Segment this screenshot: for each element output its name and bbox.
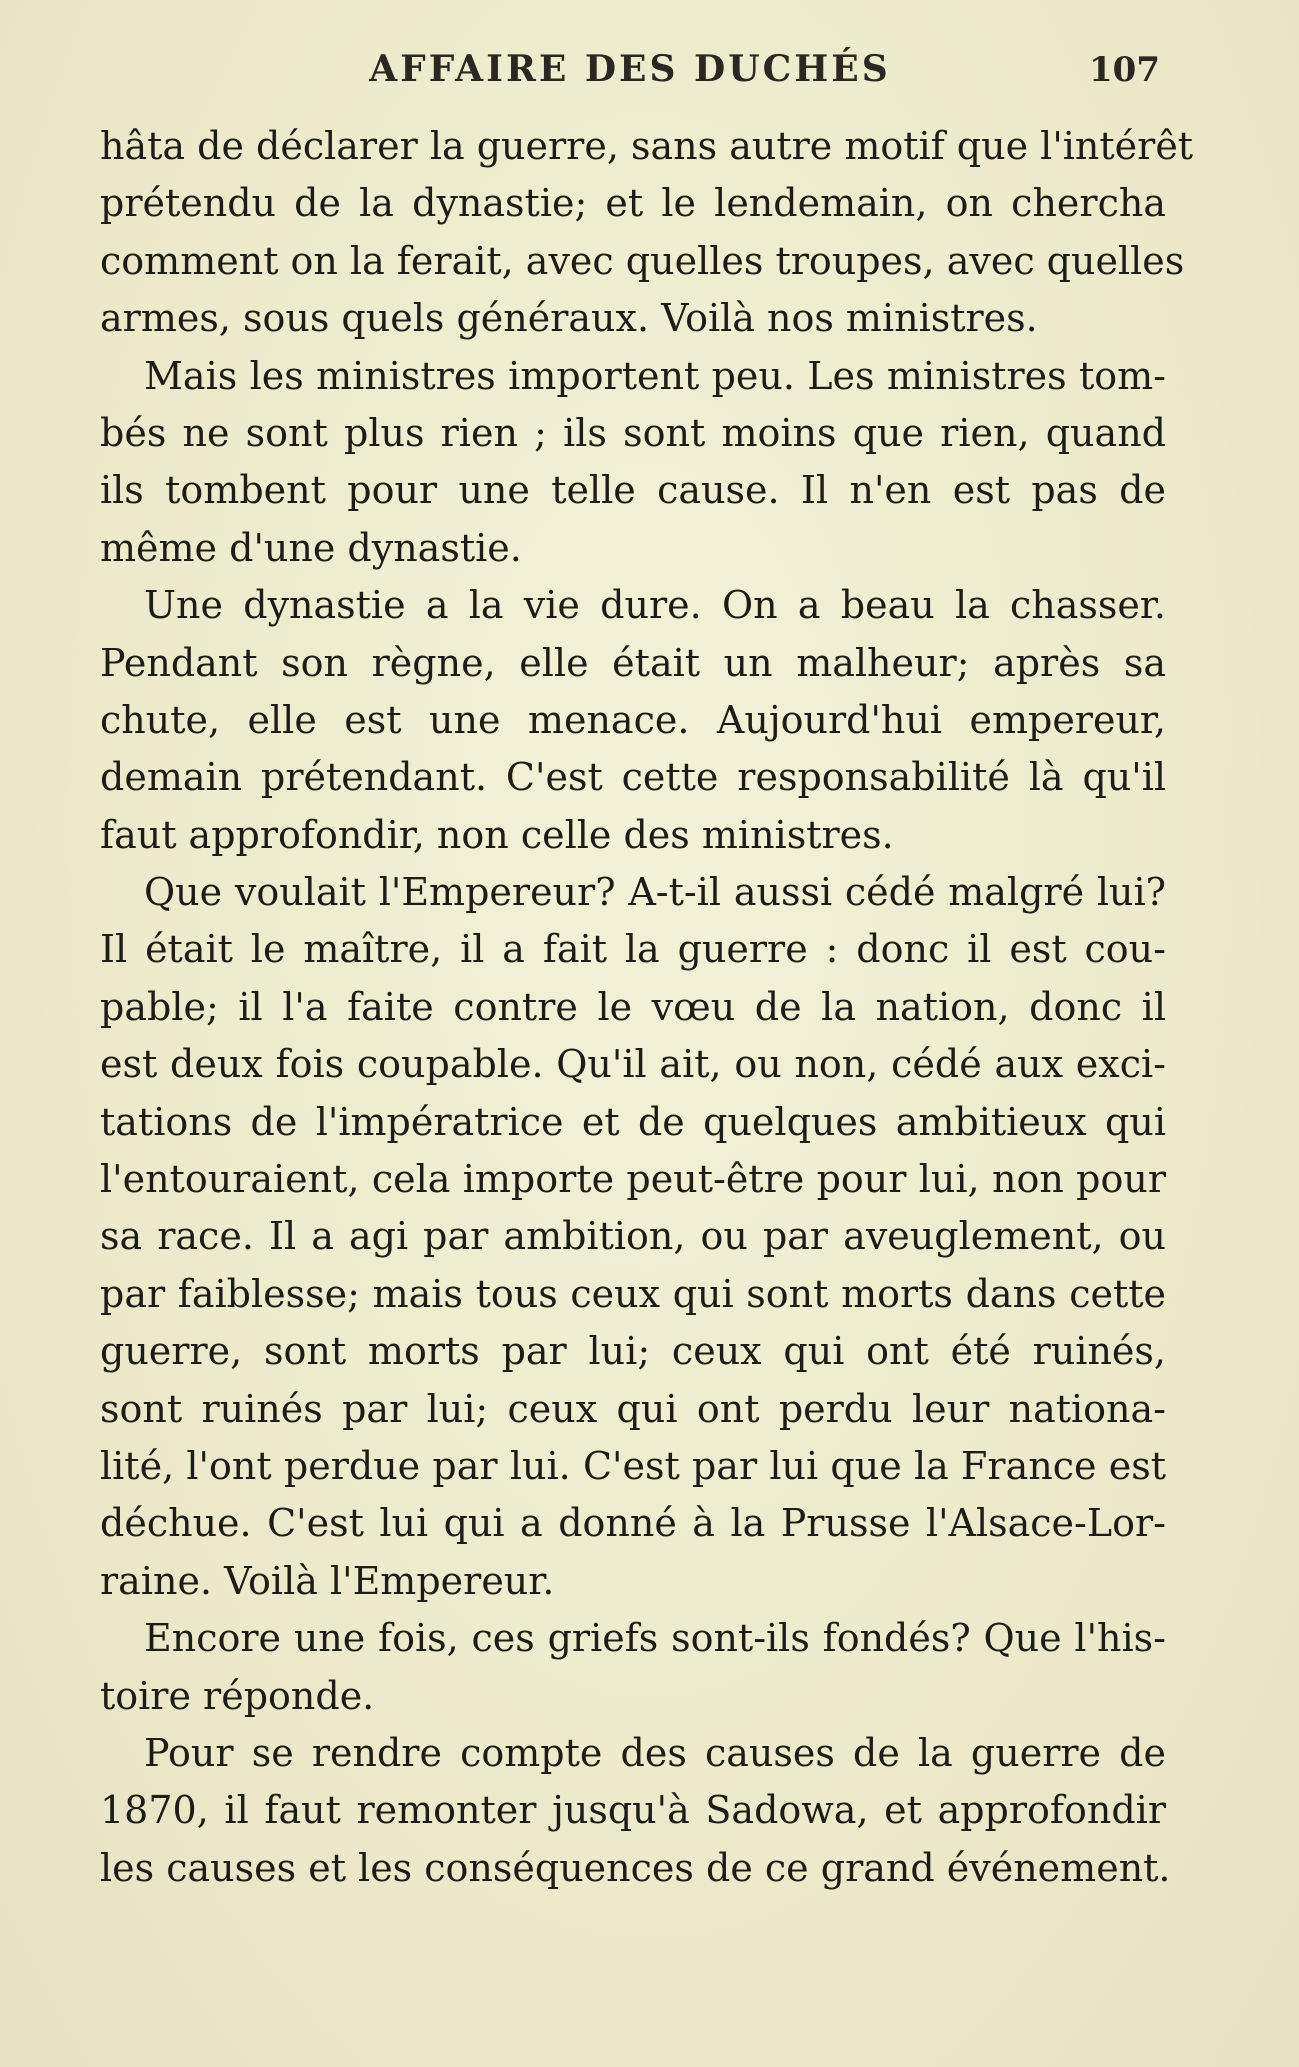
text-line: même d'une dynastie. [100, 525, 522, 570]
running-head [100, 48, 1160, 98]
text-line: est deux fois coupable. Qu'il ait, ou non, cédé aux exci- [100, 1042, 1166, 1087]
text-line: déchue. C'est lui qui a donné à la Prusse l'Alsace-Lor- [100, 1501, 1166, 1546]
text-line: armes, sous quels généraux. Voilà nos ministres. [100, 296, 1038, 341]
text-line: pable; il l'a faite contre le vœu de la nation, donc il [100, 984, 1166, 1029]
text-line: comment on la ferait, avec quelles troupes, avec quelles [100, 238, 1185, 283]
text-line: par faiblesse; mais tous ceux qui sont morts dans cette [100, 1271, 1166, 1316]
text-line: Pour se rendre compte des causes de la guerre de [144, 1730, 1166, 1775]
text-line: raine. Voilà l'Empereur. [100, 1558, 555, 1603]
text-line: 1870, il faut remonter jusqu'à Sadowa, et approfondir [100, 1788, 1166, 1833]
text-line: demain prétendant. C'est cette responsabilité là qu'il [100, 755, 1166, 800]
text-line: les causes et les conséquences de ce grand événement. [100, 1845, 1171, 1890]
text-line: sa race. Il a agi par ambition, ou par aveuglement, ou [100, 1214, 1166, 1259]
text-line: hâta de déclarer la guerre, sans autre motif que l'intérêt [100, 124, 1194, 168]
text-line: chute, elle est une menace. Aujourd'hui empereur, [100, 697, 1166, 742]
text-line: Pendant son règne, elle était un malheur; après sa [100, 640, 1166, 685]
text-line: l'entouraient, cela importe peut-être pour lui, non pour [100, 1157, 1166, 1202]
paragraph [100, 864, 1166, 1610]
paragraph [100, 118, 1194, 348]
paragraph [100, 1610, 1166, 1725]
text-line: lité, l'ont perdue par lui. C'est par lui que la France est [100, 1443, 1166, 1488]
paragraph [100, 1725, 1171, 1897]
paragraph [100, 348, 1166, 578]
text-line: sont ruinés par lui; ceux qui ont perdu leur nationa- [100, 1386, 1166, 1431]
text-line: Mais les ministres importent peu. Les ministres tom- [144, 353, 1166, 398]
text-line: tations de l'impératrice et de quelques ambitieux qui [100, 1099, 1166, 1144]
page-number: 107 [1089, 50, 1160, 90]
body-text [100, 118, 1194, 1897]
text-line: ils tombent pour une telle cause. Il n'en est pas de [100, 468, 1166, 513]
text-line: Il était le maître, il a fait la guerre : donc il est cou- [100, 927, 1166, 972]
text-line: Encore une fois, ces griefs sont-ils fondés? Que l'his- [144, 1616, 1166, 1661]
text-line: bés ne sont plus rien ; ils sont moins que rien, quand [100, 410, 1166, 455]
text-line: guerre, sont morts par lui; ceux qui ont été ruinés, [100, 1329, 1166, 1374]
text-line: prétendu de la dynastie; et le lendemain, on chercha [100, 181, 1166, 226]
paragraph [100, 577, 1166, 864]
text-line: Une dynastie a la vie dure. On a beau la chasser. [144, 583, 1166, 628]
text-line: toire réponde. [100, 1673, 375, 1718]
text-line: Que voulait l'Empereur? A-t-il aussi cédé malgré lui? [144, 870, 1166, 915]
running-title: AFFAIRE DES DUCHÉS [369, 48, 891, 90]
text-line: faut approfondir, non celle des ministres. [100, 812, 894, 857]
